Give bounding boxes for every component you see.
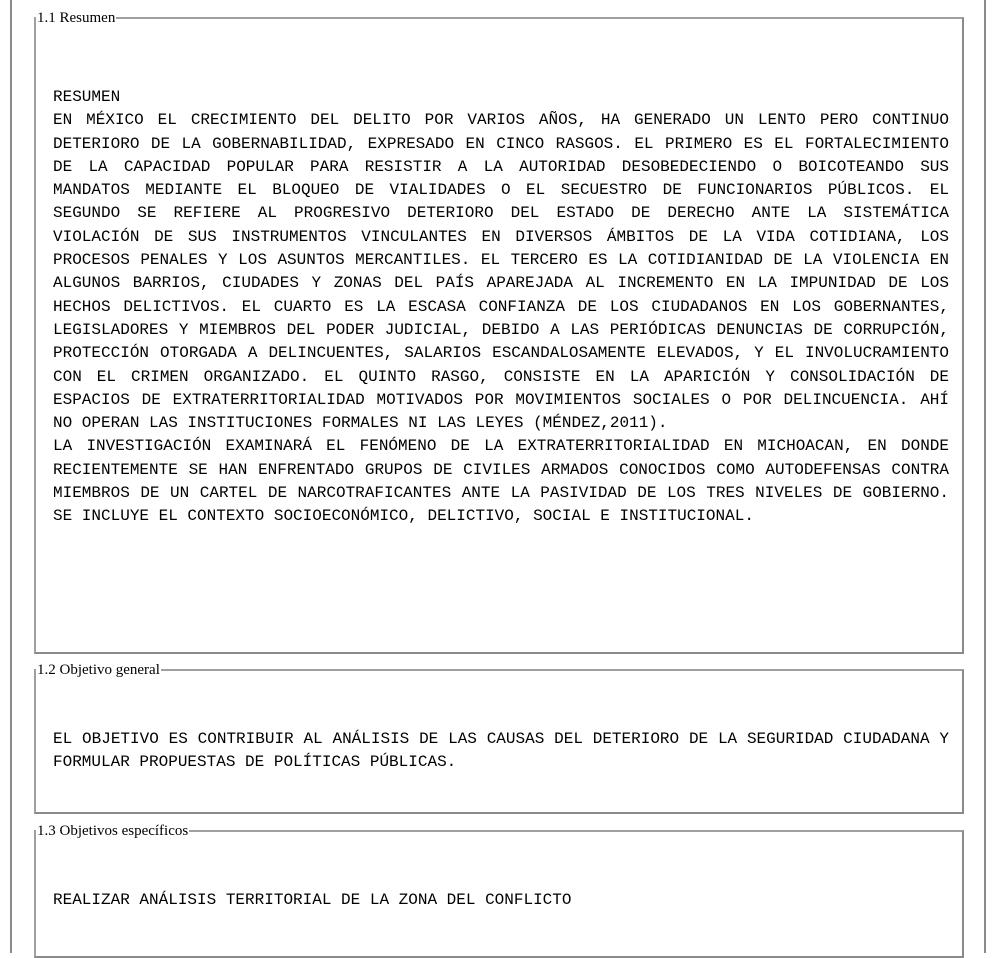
section-body: [53, 86, 949, 529]
section-objetivos-especificos: [34, 823, 964, 958]
paragraph-heading: RESUMEN: [53, 88, 121, 106]
paragraph: EN MÉXICO EL CRECIMIENTO DEL DELITO POR VARIOS AÑOS, HA GENERADO UN LENTO PERO CONTINUO DETERIORO DE LA GOBERNABILIDAD, EXPRESADO EN CINCO RASGOS. EL PRIMERO ES EL FORTALECIMIENTO DE LA CAPACIDAD POPULAR PARA RESISTIR A LA AUTORIDAD DESOBEDECIENDO O BOICOTEANDO SUS MANDATOS MEDIANTE EL BLOQUEO DE VIALIDADES O EL SECUESTRO DE FUNCIONARIOS PÚBLICOS. EL SEGUNDO SE REFIERE AL PROGRESIVO DETERIORO DEL ESTADO DE DERECHO ANTE LA SISTEMÁTICA VIOLACIÓN DE SUS INSTRUMENTOS VINCULANTES EN DIVERSOS ÁMBITOS DE LA VIDA COTIDIANA, LOS PROCESOS PENALES Y LOS ASUNTOS MERCANTILES. EL TERCERO ES LA COTIDIANIDAD DE LA VIOLENCIA EN ALGUNOS BARRIOS, CIUDADES Y ZONAS DEL PAÍS APAREJADA AL INCREMENTO EN LA IMPUNIDAD DE LOS HECHOS DELICTIVOS. EL CUARTO ES LA ESCASA CONFIANZA DE LOS CIUDADANOS EN LOS GOBERNANTES, LEGISLADORES Y MIEMBROS DEL PODER JUDICIAL, DEBIDO A LAS PERIÓDICAS DENUNCIAS DE CORRUPCIÓN, PROTECCIÓN OTORGADA A DELINCUENTES, SALARIOS ESCANDALOSAMENTE ELEVADOS, Y EL INVOLUCRAMIENTO CON EL CRIMEN ORGANIZADO. EL QUINTO RASGO, CONSISTE EN LA APARICIÓN Y CONSOLIDACIÓN DE ESPACIOS DE EXTRATERRITORIALIDAD MOTIVADOS POR MOVIMIENTOS SOCIALES O POR DELINCUENCIA. AHÍ NO OPERAN LAS INSTITUCIONES FORMALES NI LAS LEYES (MÉNDEZ,2011).: [53, 111, 949, 433]
section-resumen: [34, 10, 964, 654]
section-legend: 1.1 Resumen: [37, 10, 116, 26]
section-objetivo-general: [34, 662, 964, 814]
paragraph: LA INVESTIGACIÓN EXAMINARÁ EL FENÓMENO DE LA EXTRATERRITORIALIDAD EN MICHOACAN, EN DONDE RECIENTEMENTE SE HAN ENFRENTADO GRUPOS DE CIVILES ARMADOS CONOCIDOS COMO AUTODEFENSAS CONTRA MIEMBROS DE UN CARTEL DE NARCOTRAFICANTES ANTE LA PASIVIDAD DE LOS TRES NIVELES DE GOBIERNO. SE INCLUYE EL CONTEXTO SOCIOECONÓMICO, DELICTIVO, SOCIAL E INSTITUCIONAL.: [53, 437, 949, 526]
paragraph: EL OBJETIVO ES CONTRIBUIR AL ANÁLISIS DE LAS CAUSAS DEL DETERIORO DE LA SEGURIDAD CIUDADANA Y FORMULAR PROPUESTAS DE POLÍTICAS PÚBLICAS.: [53, 730, 949, 772]
section-body: [53, 728, 949, 775]
section-legend: 1.3 Objetivos específicos: [37, 823, 189, 839]
paragraph: REALIZAR ANÁLISIS TERRITORIAL DE LA ZONA DEL CONFLICTO: [53, 891, 572, 909]
section-body: [53, 889, 949, 912]
section-legend: 1.2 Objetivo general: [37, 662, 160, 678]
